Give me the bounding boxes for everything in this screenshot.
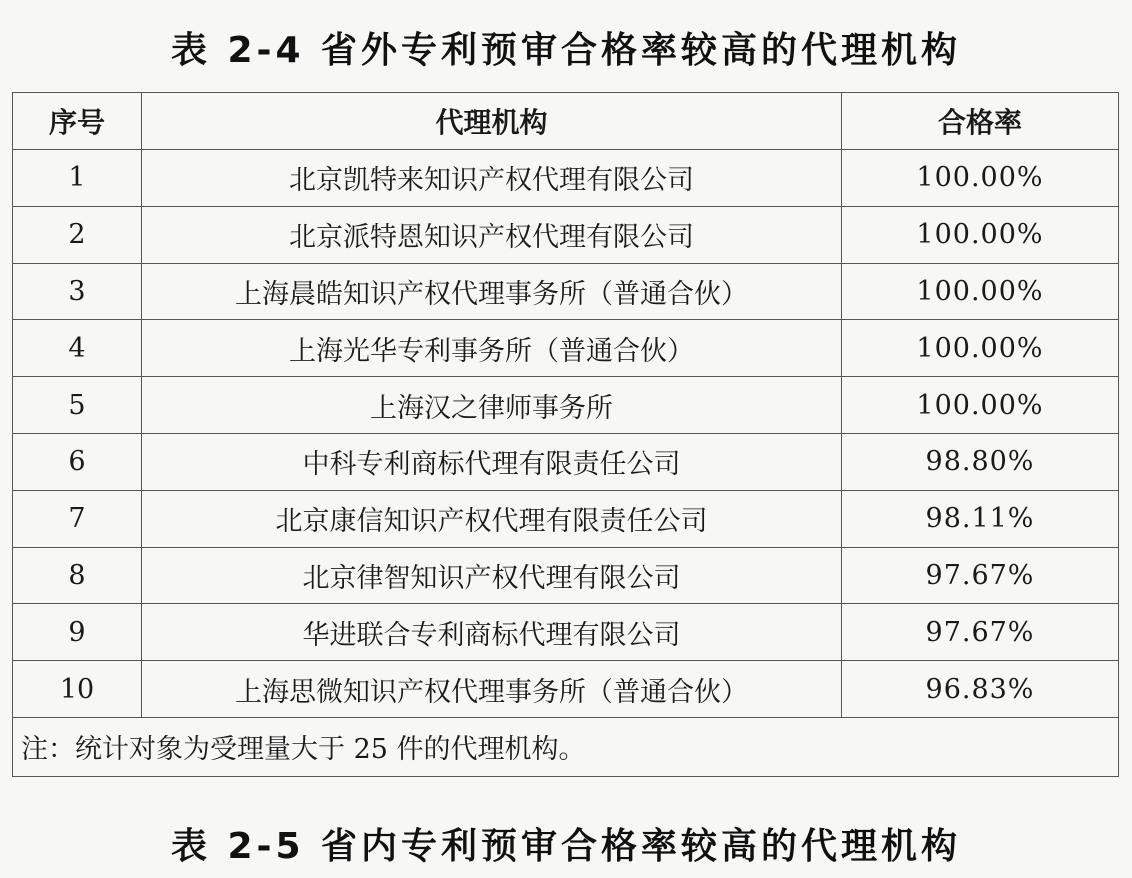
row-rate: 96.83% — [842, 661, 1119, 718]
row-rate: 97.67% — [842, 604, 1119, 661]
row-rate: 100.00% — [842, 206, 1119, 263]
table-row — [13, 604, 1119, 661]
table-row — [13, 433, 1119, 490]
header-agency: 代理机构 — [142, 93, 842, 150]
row-agency: 上海晨皓知识产权代理事务所（普通合伙） — [142, 263, 842, 320]
table-body — [13, 150, 1119, 718]
row-agency: 北京律智知识产权代理有限公司 — [142, 547, 842, 604]
agency-pass-rate-table — [12, 92, 1119, 777]
table-row — [13, 320, 1119, 377]
row-rate: 97.67% — [842, 547, 1119, 604]
table-row — [13, 263, 1119, 320]
row-index: 5 — [13, 377, 142, 434]
row-rate: 98.11% — [842, 490, 1119, 547]
row-agency: 上海思微知识产权代理事务所（普通合伙） — [142, 661, 842, 718]
row-index: 3 — [13, 263, 142, 320]
table-row — [13, 661, 1119, 718]
row-index: 8 — [13, 547, 142, 604]
row-agency: 上海汉之律师事务所 — [142, 377, 842, 434]
table-title: 表 2-4 省外专利预审合格率较高的代理机构 — [170, 30, 962, 71]
table-row — [13, 490, 1119, 547]
table-row — [13, 206, 1119, 263]
row-index: 1 — [13, 150, 142, 207]
header-index: 序号 — [13, 93, 142, 150]
table-header-row — [13, 93, 1119, 150]
row-rate: 100.00% — [842, 377, 1119, 434]
next-table-title: 表 2-5 省内专利预审合格率较高的代理机构 — [170, 826, 962, 867]
table-note-row — [13, 717, 1119, 776]
row-rate: 100.00% — [842, 150, 1119, 207]
row-agency: 上海光华专利事务所（普通合伙） — [142, 320, 842, 377]
row-agency: 中科专利商标代理有限责任公司 — [142, 433, 842, 490]
row-index: 4 — [13, 320, 142, 377]
row-agency: 华进联合专利商标代理有限公司 — [142, 604, 842, 661]
row-index: 2 — [13, 206, 142, 263]
table-row — [13, 150, 1119, 207]
row-agency: 北京康信知识产权代理有限责任公司 — [142, 490, 842, 547]
table-row — [13, 547, 1119, 604]
row-agency: 北京派特恩知识产权代理有限公司 — [142, 206, 842, 263]
row-index: 9 — [13, 604, 142, 661]
row-rate: 100.00% — [842, 263, 1119, 320]
row-index: 10 — [13, 661, 142, 718]
header-rate: 合格率 — [842, 93, 1119, 150]
row-index: 7 — [13, 490, 142, 547]
row-rate: 98.80% — [842, 433, 1119, 490]
table-note: 注：统计对象为受理量大于 25 件的代理机构。 — [13, 717, 1119, 776]
row-agency: 北京凯特来知识产权代理有限公司 — [142, 150, 842, 207]
row-rate: 100.00% — [842, 320, 1119, 377]
table-row — [13, 377, 1119, 434]
row-index: 6 — [13, 433, 142, 490]
